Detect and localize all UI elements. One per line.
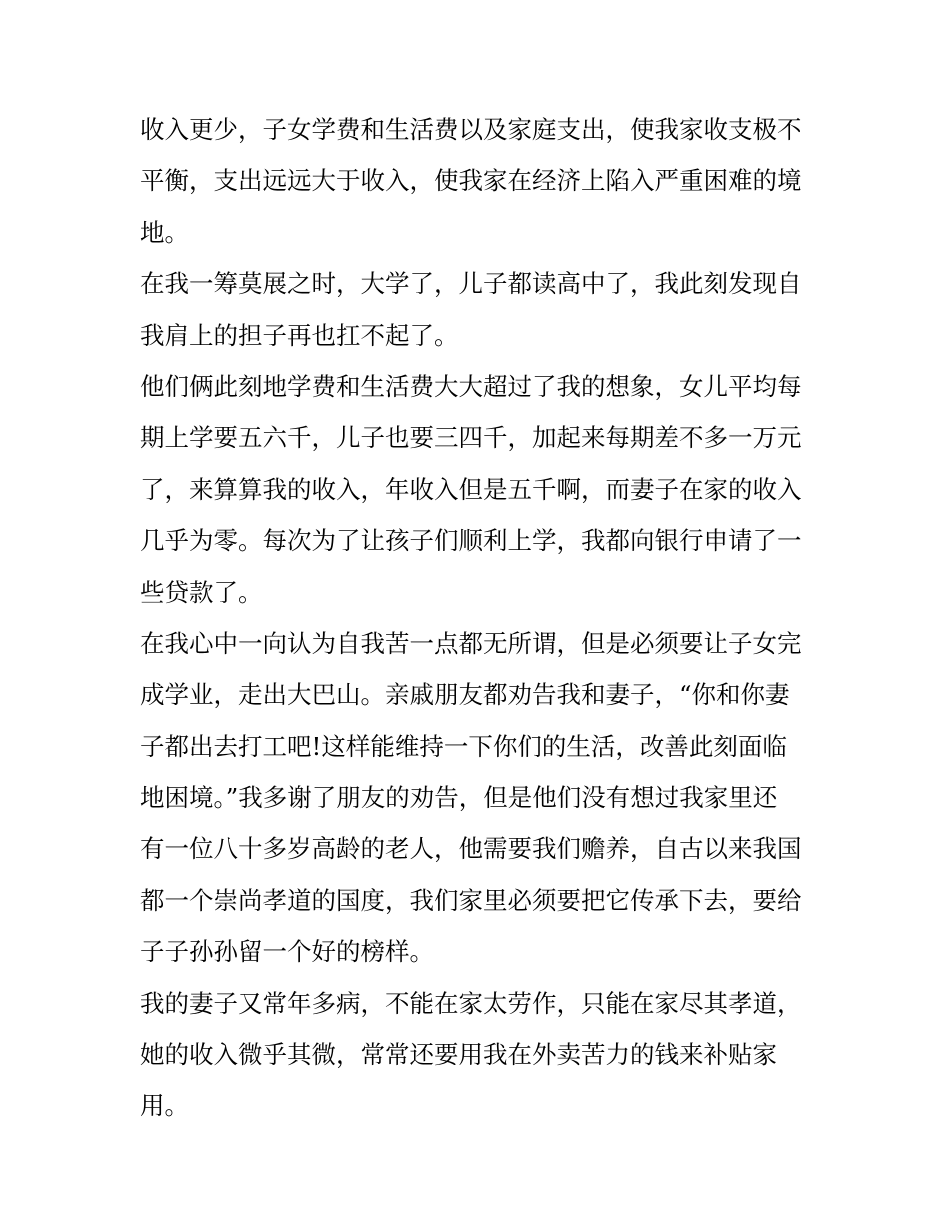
text-line: 我的妻子又常年多病，不能在家太劳作，只能在家尽其孝道， — [140, 988, 802, 1018]
text-line: 地困境。”我多谢了朋友的劝告，但是他们没有想过我家里还 — [140, 783, 778, 813]
text-line: 子子孙孙留一个好的榜样。 — [140, 937, 434, 967]
text-line: 用。 — [140, 1091, 189, 1121]
text-line: 我肩上的担子再也扛不起了。 — [140, 320, 459, 350]
text-line: 收入更少，子女学费和生活费以及家庭支出，使我家收支极不 — [140, 115, 802, 144]
text-line: 都一个崇尚孝道的国度，我们家里必须要把它传承下去，要给 — [140, 885, 802, 915]
text-line: 些贷款了。 — [140, 577, 263, 607]
text-line: 在我心中一向认为自我苦一点都无所谓，但是必须要让子女完 — [140, 628, 802, 658]
document-body — [140, 104, 820, 1132]
paragraph-2 — [140, 258, 820, 361]
paragraph-4 — [140, 618, 820, 978]
text-line: 成学业，走出大巴山。亲戚朋友都劝告我和妻子，“你和你妻 — [140, 680, 790, 710]
text-line: 在我一筹莫展之时，大学了，儿子都读高中了，我此刻发现自 — [140, 269, 802, 299]
paragraph-3 — [140, 361, 820, 618]
text-line: 有一位八十多岁高龄的老人，他需要我们赡养，自古以来我国 — [140, 834, 802, 864]
text-line: 她的收入微乎其微，常常还要用我在外卖苦力的钱来补贴家 — [140, 1040, 777, 1070]
text-line: 几乎为零。每次为了让孩子们顺利上学，我都向银行申请了一 — [140, 526, 802, 556]
paragraph-1 — [140, 104, 820, 258]
paragraph-5 — [140, 978, 820, 1132]
text-line: 期上学要五六千，儿子也要三四千，加起来每期差不多一万元 — [140, 423, 802, 453]
text-line: 他们俩此刻地学费和生活费大大超过了我的想象，女儿平均每 — [140, 371, 802, 401]
text-line: 子都出去打工吧!这样能维持一下你们的生活，改善此刻面临 — [140, 731, 787, 761]
text-line: 了，来算算我的收入，年收入但是五千啊，而妻子在家的收入 — [140, 474, 802, 504]
text-line: 平衡，支出远远大于收入，使我家在经济上陷入严重困难的境 — [140, 166, 802, 196]
text-line: 地。 — [140, 217, 189, 247]
